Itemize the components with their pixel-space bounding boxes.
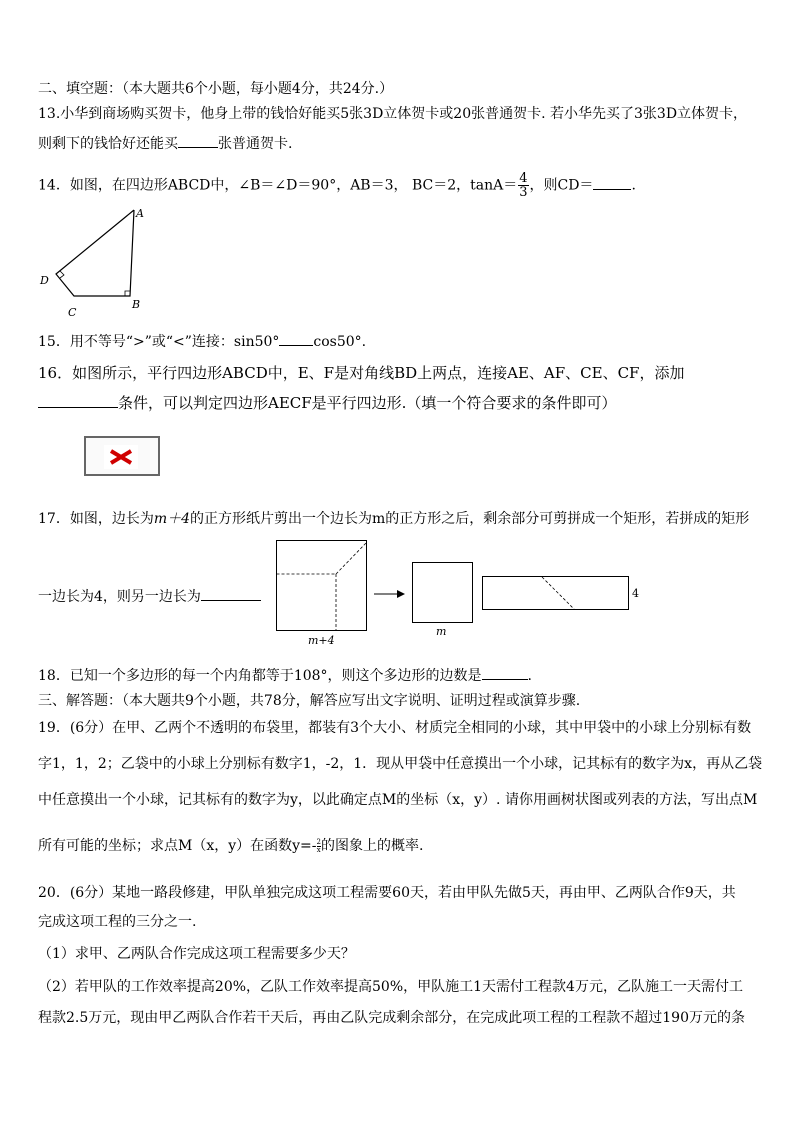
label-4: 4 (632, 587, 639, 600)
section-heading-solutions: 三、解答题：（本大题共9个小题，共78分，解答应写出文字说明、证明过程或演算步骤. (38, 693, 581, 709)
label-m: m (436, 625, 447, 638)
label-b: B (132, 298, 141, 311)
q16-text-b: 条件，可以判定四边形AECF是平行四边形.（填一个符合要求的条件即可） (118, 394, 617, 412)
big-square (277, 541, 367, 631)
q17-rectangle-figure (482, 576, 642, 612)
q18-text-a: 18．已知一个多边形的每一个内角都等于108°，则这个多边形的边数是 (38, 668, 482, 684)
label-c: C (68, 306, 77, 319)
rectangle-dashed-diag (542, 577, 574, 609)
label-a: A (136, 207, 144, 220)
q17-small-square-figure (412, 562, 474, 638)
q20-line2: 完成这项工程的三分之一. (38, 914, 197, 930)
label-d: D (40, 274, 49, 287)
q19-line2: 字1，1，2；乙袋中的小球上分别标有数字1，-2，1．现从甲袋中任意摸出一个小球，记其标有的数字为x，再从乙袋 (38, 756, 763, 772)
q17-line1 (38, 510, 749, 528)
q15-line (38, 333, 366, 351)
q14-text-a: 14．如图，在四边形ABCD中，∠B＝∠D＝90°，AB＝3， BC＝2，tanA＝ (38, 177, 518, 194)
q15-text-b: cos50°. (313, 334, 367, 350)
q20-sub1: （1）求甲、乙两队合作完成这项工程需要多少天？ (38, 946, 355, 962)
q17-text-b: 的正方形纸片剪出一个边长为m的正方形之后，剩余部分可剪拼成一个矩形，若拼成的矩形 (190, 511, 750, 527)
q20-sub2-line2: 程款2.5万元，现由甲乙两队合作若干天后，再由乙队完成剩余部分，在完成此项工程的工程款不超过190万元的条 (38, 1010, 745, 1026)
answer-blank-q16[interactable] (38, 395, 118, 408)
answer-blank-q13[interactable] (178, 135, 218, 148)
right-angle-mark-d (60, 271, 64, 278)
small-square (413, 563, 473, 623)
q13-line1: 13.小华到商场购买贺卡，他身上带的钱恰好能买5张3D立体贺卡或20张普通贺卡. 若小华先买了3张3D立体贺卡， (38, 106, 748, 122)
quadrilateral-outline (56, 210, 134, 296)
answer-blank-q17[interactable] (201, 588, 261, 601)
q13-text-a: 则剩下的钱恰好还能买 (38, 136, 178, 152)
q17-text-a2: 一边长为4，则另一边长为 (38, 589, 201, 605)
q15-text-a: 15．用不等号“>”或“<”连接：sin50° (38, 334, 280, 350)
q14-quadrilateral-figure (34, 204, 154, 324)
broken-image-placeholder (84, 436, 160, 476)
q18-line (38, 667, 532, 685)
broken-image-x-icon (104, 445, 138, 469)
q14-line (38, 172, 636, 199)
q14-text-c: . (631, 177, 636, 194)
q19-line3: 中任意摸出一个小球，记其标有的数字为y，以此确定点M的坐标（x，y）. 请你用画树状图或列表的方法，写出点M (38, 792, 758, 808)
q19-text-a: 所有可能的坐标；求点M（x，y）在函数y=- (38, 838, 317, 854)
answer-blank-q14[interactable] (593, 177, 631, 190)
answer-blank-q18[interactable] (482, 667, 528, 680)
q19-text-b: 的图象上的概率. (320, 838, 424, 854)
q13-text-b: 张普通贺卡. (218, 136, 293, 152)
q19-line4 (38, 837, 423, 855)
q19-line1: 19．(6分）在甲、乙两个不透明的布袋里，都装有3个大小、材质完全相同的小球，其中甲袋中的小球上分别标有数 (38, 720, 752, 736)
q13-line2 (38, 135, 292, 153)
answer-blank-q15[interactable] (279, 333, 313, 346)
rectangle (483, 577, 629, 610)
q16-line2 (38, 394, 616, 412)
label-m-plus-4: m+4 (308, 634, 335, 647)
q19-fraction: $\frac{2}{x}$ (316, 837, 321, 854)
q18-text-b: . (527, 668, 532, 684)
arrow-icon (374, 589, 406, 599)
dashed-line-diag (336, 543, 366, 574)
q17-line2 (38, 588, 261, 606)
section-heading-fill-in: 二、填空题：（本大题共6个小题，每小题4分，共24分.） (38, 81, 394, 97)
q16-line1: 16．如图所示，平行四边形ABCD中，E、F是对角线BD上两点，连接AE、AF、CE、CF，添加 (38, 364, 685, 382)
q17-text-a: 17．如图，边长为 (38, 511, 154, 527)
right-angle-mark-b (125, 291, 130, 296)
q17-expression: m＋4 (153, 511, 191, 527)
q20-sub2-line1: （2）若甲队的工作效率提高20%，乙队工作效率提高50%，甲队施工1天需付工程款4万元，乙队施工一天需付工 (38, 979, 743, 995)
q17-square-figure (276, 540, 368, 648)
q20-line1: 20．(6分）某地一路段修建，甲队单独完成这项工程需要60天，若由甲队先做5天，再由甲、乙两队合作9天，共 (38, 885, 736, 901)
q14-fraction: $\frac{4}{3}$ (519, 171, 528, 200)
q14-text-b: ，则CD＝ (529, 177, 594, 194)
